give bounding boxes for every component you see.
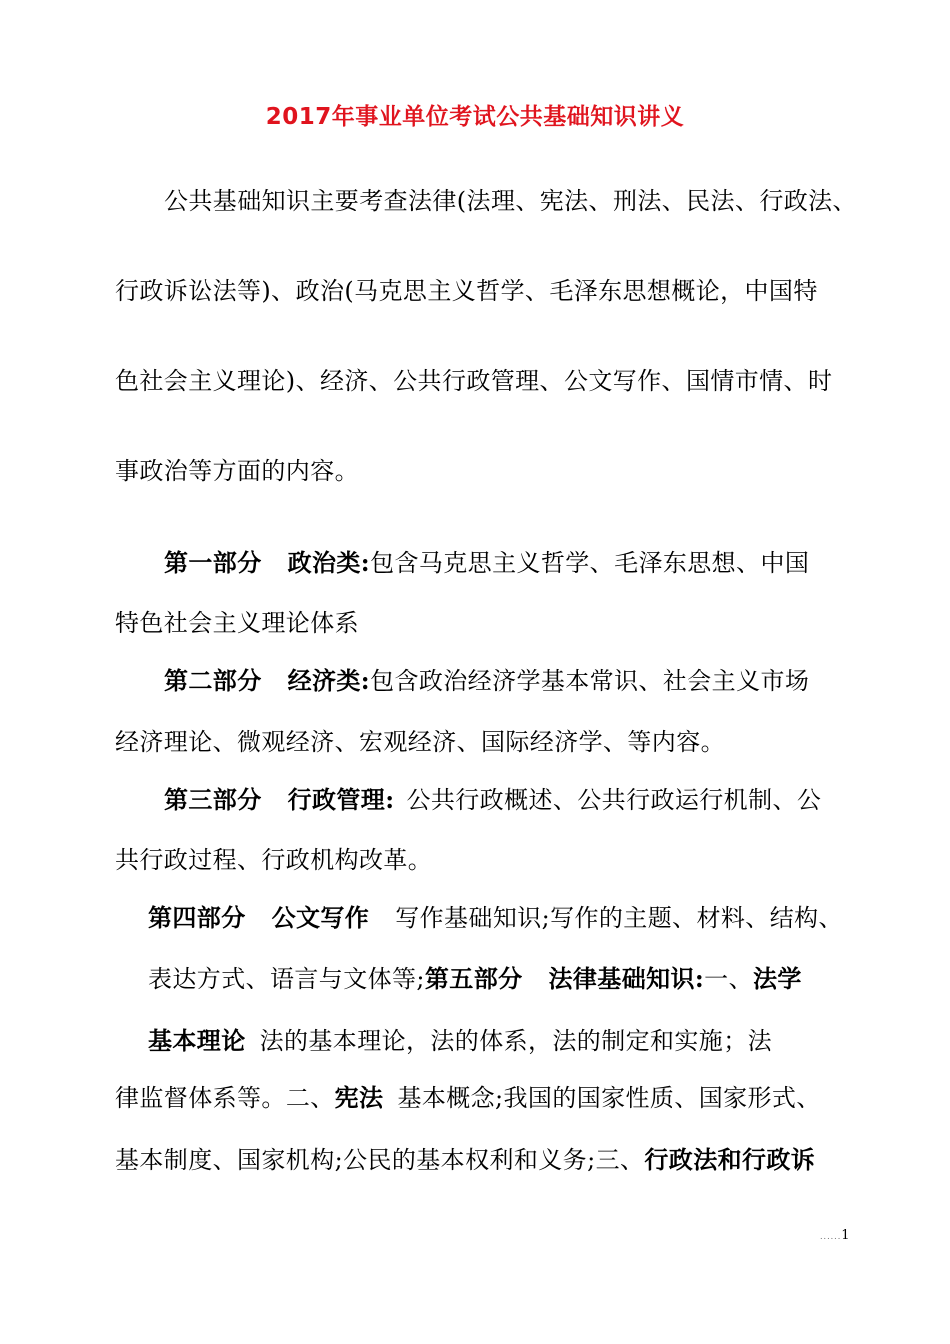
- part-5-item-2-text: 基本概念;我国的国家性质、国家形式、: [397, 1084, 821, 1112]
- part-3-text: 公共行政概述、公共行政运行机制、公: [406, 786, 822, 814]
- part-5-item-2-heading: 宪法: [334, 1083, 384, 1112]
- part-3-line: [164, 785, 821, 815]
- part-5-heading: 法律基础知识:: [548, 964, 705, 993]
- intro-line-2: 行政诉讼法等)、政治(马克思主义哲学、毛泽东思想概论，中国特: [115, 277, 818, 305]
- part-5-item-1-line: [148, 1026, 772, 1056]
- part-3-continuation: 共行政过程、行政机构改革。: [115, 846, 433, 874]
- part-5-item-3-number: 三、: [595, 1146, 645, 1174]
- document-title: 2017年事业单位考试公共基础知识讲义: [265, 104, 685, 130]
- part-5-item-1-heading-cont: 基本理论: [148, 1026, 246, 1055]
- part-4-heading: 公文写作: [271, 903, 370, 932]
- part-4-5-line: [148, 964, 802, 994]
- part-3-label: 第三部分: [164, 785, 262, 814]
- part-5-item-1-continuation: 律监督体系等。: [115, 1084, 286, 1112]
- part-5-item-1-text: 法的基本理论，法的体系，法的制定和实施；法: [259, 1027, 773, 1055]
- part-5-item-1-number: 一、: [704, 965, 753, 993]
- page-number: 1: [841, 1228, 850, 1243]
- part-5-item-2-number: 二、: [285, 1084, 335, 1112]
- page-footer: [820, 1228, 850, 1243]
- intro-line-1: 公共基础知识主要考查法律(法理、宪法、刑法、民法、行政法、: [164, 187, 857, 215]
- part-1-label: 第一部分: [164, 548, 262, 577]
- part-2-label: 第二部分: [164, 666, 262, 695]
- part-1-heading: 政治类:: [287, 548, 371, 577]
- part-3-heading: 行政管理:: [287, 785, 395, 814]
- intro-line-4: 事政治等方面的内容。: [115, 457, 359, 485]
- part-2-text: 包含政治经济学基本常识、社会主义市场: [370, 667, 810, 695]
- part-5-item-1-heading: 法学: [752, 964, 802, 993]
- part-1-continuation: 特色社会主义理论体系: [115, 609, 359, 637]
- part-2-line: [164, 666, 809, 696]
- part-5-label: 第五部分: [424, 964, 523, 993]
- part-4-continuation: 表达方式、语言与文体等;: [148, 965, 425, 993]
- part-5-item-2-line: [115, 1083, 821, 1113]
- part-4-label: 第四部分: [148, 903, 246, 932]
- part-2-continuation: 经济理论、微观经济、宏观经济、国际经济学、等内容。: [115, 728, 725, 756]
- part-1-text: 包含马克思主义哲学、毛泽东思想、中国: [370, 549, 810, 577]
- intro-line-3: 色社会主义理论)、经济、公共行政管理、公文写作、国情市情、时: [115, 367, 833, 395]
- part-5-item-3-heading: 行政法和行政诉: [644, 1145, 816, 1174]
- part-5-item-3-line: [115, 1145, 815, 1175]
- part-4-text: 写作基础知识;写作的主题、材料、结构、: [395, 904, 843, 932]
- footer-dots: ......: [820, 1232, 842, 1241]
- part-2-heading: 经济类:: [287, 666, 371, 695]
- part-5-item-2-continuation: 基本制度、国家机构;公民的基本权利和义务;: [115, 1146, 596, 1174]
- part-4-line: [148, 903, 843, 933]
- part-1-line: [164, 548, 809, 578]
